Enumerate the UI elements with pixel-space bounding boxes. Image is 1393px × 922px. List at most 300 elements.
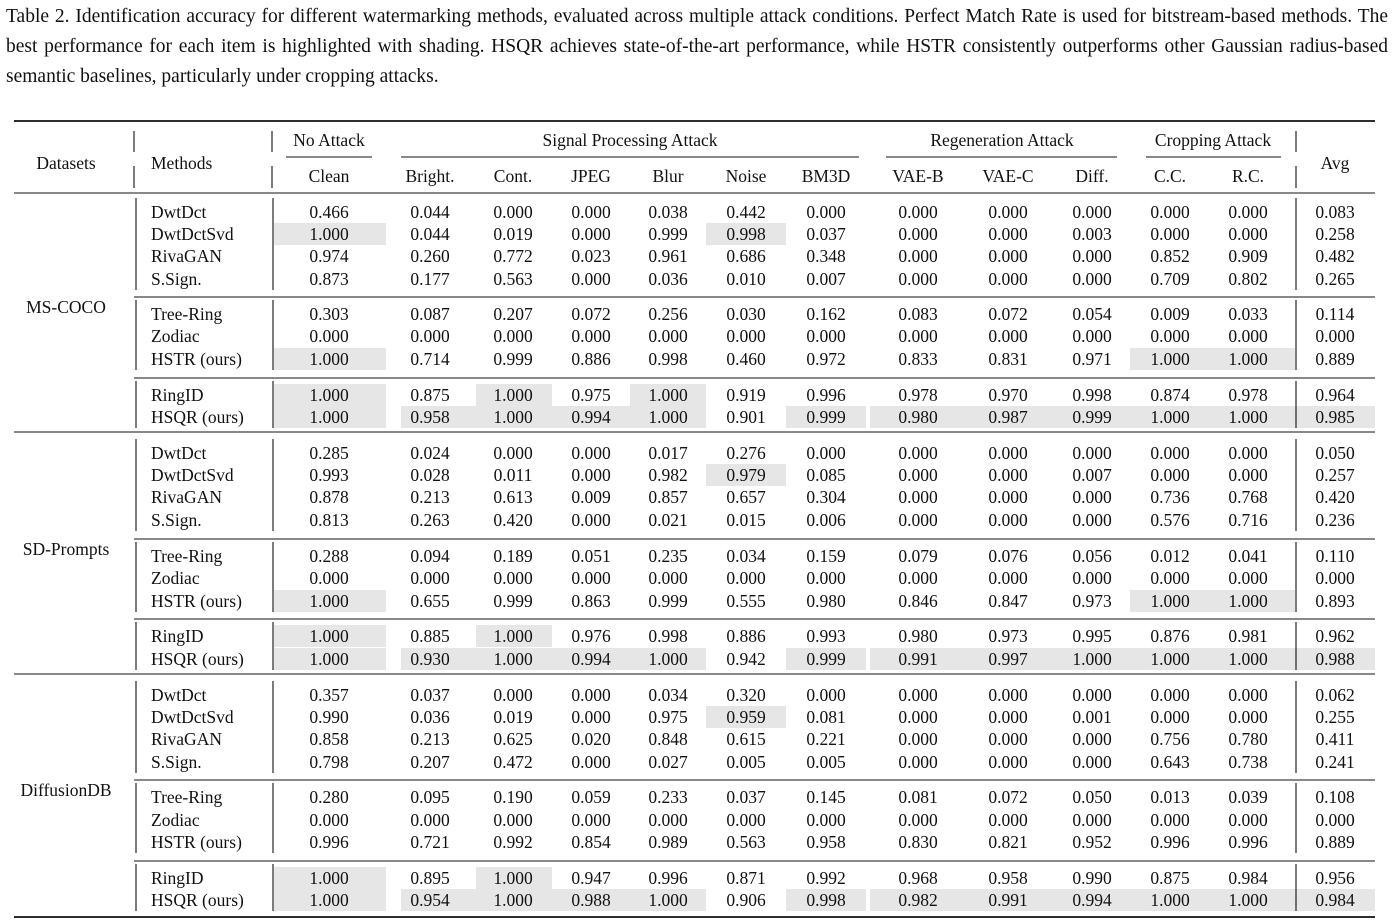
table-cell: 0.798 [309,752,349,772]
table-cell: 0.000 [571,810,611,830]
table-cell: 0.998 [806,890,846,910]
table-cell: 1.000 [309,407,349,427]
table-cell: 0.970 [988,385,1028,405]
table-cell: 0.000 [1228,568,1268,588]
table-cell: 0.108 [1315,787,1355,807]
method-name: Tree-Ring [151,304,223,324]
table-cell: 0.420 [493,510,533,530]
table-cell: 0.906 [726,890,766,910]
table-cell: 0.000 [1150,568,1190,588]
method-name: DwtDct [151,685,207,705]
table-cell: 0.000 [988,246,1028,266]
column-header: JPEG [571,166,611,186]
table-cell: 0.420 [1315,487,1355,507]
table-cell: 0.072 [988,787,1028,807]
table-cell: 0.000 [493,443,533,463]
table-cell: 0.162 [806,304,846,324]
method-name: RivaGAN [151,487,222,507]
table-cell: 1.000 [493,407,533,427]
table-cell: 0.000 [493,326,533,346]
table-cell: 0.320 [726,685,766,705]
table-cell: 0.000 [571,269,611,289]
table-cell: 0.000 [1228,707,1268,727]
table-cell: 0.000 [988,465,1028,485]
table-cell: 0.874 [1150,385,1190,405]
table-cell: 0.054 [1072,304,1112,324]
table-cell: 0.738 [1228,752,1268,772]
table-cell: 0.000 [806,568,846,588]
table-cell: 0.000 [1072,246,1112,266]
table-cell: 0.000 [1228,326,1268,346]
table-cell: 0.000 [1072,510,1112,530]
method-name: RingID [151,385,204,405]
table-cell: 0.006 [806,510,846,530]
table-cell: 0.024 [410,443,450,463]
table-cell: 0.962 [1315,626,1355,646]
table-cell: 0.280 [309,787,349,807]
table-cell: 0.000 [898,685,938,705]
table-cell: 0.000 [410,568,450,588]
table-cell: 0.847 [988,591,1028,611]
table-cell: 0.083 [1315,202,1355,222]
table-cell: 0.265 [1315,269,1355,289]
table-cell: 0.768 [1228,487,1268,507]
method-name: S.Sign. [151,510,202,530]
table-cell: 0.000 [898,510,938,530]
table-cell: 0.000 [1150,326,1190,346]
table-cell: 0.714 [410,349,450,369]
table-cell: 0.858 [309,729,349,749]
table-cell: 0.000 [898,443,938,463]
table-cell: 0.044 [410,202,450,222]
table-cell: 1.000 [309,591,349,611]
table-cell: 0.056 [1072,546,1112,566]
table-cell: 0.991 [988,890,1028,910]
table-cell: 0.998 [1072,385,1112,405]
table-cell: 0.221 [806,729,846,749]
table-cell: 0.000 [571,326,611,346]
table-cell: 0.051 [571,546,611,566]
table-cell: 0.000 [726,568,766,588]
table-cell: 0.000 [1228,202,1268,222]
table-cell: 1.000 [309,385,349,405]
table-cell: 0.615 [726,729,766,749]
table-cell: 0.189 [493,546,533,566]
table-cell: 0.999 [806,649,846,669]
table-cell: 0.563 [493,269,533,289]
table-cell: 0.472 [493,752,533,772]
table-cell: 0.996 [648,868,688,888]
table-cell: 0.875 [410,385,450,405]
table-cell: 0.772 [493,246,533,266]
table-cell: 0.999 [493,349,533,369]
table-cell: 0.975 [571,385,611,405]
table-cell: 0.000 [1150,443,1190,463]
table-cell: 0.956 [1315,868,1355,888]
table-cell: 0.973 [1072,591,1112,611]
table-cell: 0.000 [898,568,938,588]
table-cell: 0.958 [410,407,450,427]
table-cell: 0.000 [806,685,846,705]
table-cell: 0.257 [1315,465,1355,485]
table-cell: 0.973 [988,626,1028,646]
table-cell: 0.037 [410,685,450,705]
table-cell: 1.000 [1228,349,1268,369]
header-group-cropping: Cropping Attack [1154,130,1272,150]
table-cell: 0.000 [806,326,846,346]
table-cell: 0.871 [726,868,766,888]
table-cell: 0.000 [493,810,533,830]
table-cell: 0.980 [898,626,938,646]
table-cell: 0.000 [1315,810,1355,830]
table-cell: 0.980 [806,591,846,611]
table-cell: 0.000 [988,202,1028,222]
table-cell: 0.285 [309,443,349,463]
table-cell: 0.886 [571,349,611,369]
table-cell: 0.971 [1072,349,1112,369]
column-header: BM3D [801,166,851,186]
table-cell: 0.000 [571,752,611,772]
table-cell: 0.998 [648,349,688,369]
table-cell: 0.072 [571,304,611,324]
table-cell: 0.000 [898,202,938,222]
table-cell: 0.000 [898,810,938,830]
table-cell: 0.997 [988,649,1028,669]
table-cell: 0.959 [726,707,766,727]
table-cell: 0.978 [1228,385,1268,405]
table-cell: 0.255 [1315,707,1355,727]
table-cell: 0.999 [493,591,533,611]
method-name: HSQR (ours) [151,890,244,910]
method-name: HSTR (ours) [151,832,242,852]
table-cell: 0.039 [1228,787,1268,807]
table-cell: 0.830 [898,832,938,852]
table-cell: 0.019 [493,224,533,244]
table-cell: 1.000 [1150,407,1190,427]
method-name: HSQR (ours) [151,649,244,669]
table-cell: 0.072 [988,304,1028,324]
table-cell: 0.000 [898,487,938,507]
table-cell: 0.846 [898,591,938,611]
table-cell: 0.981 [1228,626,1268,646]
table-cell: 0.023 [571,246,611,266]
table-cell: 0.984 [1315,890,1355,910]
table-cell: 0.000 [571,465,611,485]
table-cell: 0.076 [988,546,1028,566]
table-cell: 0.000 [806,810,846,830]
table-cell: 0.952 [1072,832,1112,852]
method-name: RivaGAN [151,246,222,266]
header-group-no-attack: No Attack [293,130,365,150]
table-cell: 0.037 [806,224,846,244]
table-cell: 1.000 [309,890,349,910]
table-cell: 0.930 [410,649,450,669]
table-cell: 0.964 [1315,385,1355,405]
table-cell: 0.958 [806,832,846,852]
table-cell: 0.878 [309,487,349,507]
column-header: C.C. [1153,166,1187,186]
table-cell: 0.241 [1315,752,1355,772]
table-cell: 0.993 [309,465,349,485]
table-cell: 0.000 [898,326,938,346]
table-cell: 0.625 [493,729,533,749]
table-cell: 0.303 [309,304,349,324]
table-cell: 0.686 [726,246,766,266]
table-cell: 0.007 [1072,465,1112,485]
table-cell: 0.563 [726,832,766,852]
method-name: DwtDctSvd [151,465,234,485]
table-cell: 0.348 [806,246,846,266]
table-cell: 0.114 [1315,304,1355,324]
table-cell: 0.033 [1228,304,1268,324]
table-cell: 1.000 [1228,649,1268,669]
table-cell: 0.001 [1072,707,1112,727]
table-cell: 0.863 [571,591,611,611]
table-cell: 0.968 [898,868,938,888]
table-cell: 0.000 [898,246,938,266]
table-cell: 0.000 [988,487,1028,507]
method-name: Zodiac [151,568,200,588]
table-cell: 0.000 [571,510,611,530]
table-cell: 0.000 [1150,707,1190,727]
table-cell: 0.030 [726,304,766,324]
table-cell: 0.083 [898,304,938,324]
table-cell: 1.000 [1150,649,1190,669]
table-cell: 0.848 [648,729,688,749]
method-name: Tree-Ring [151,787,223,807]
table-cell: 0.000 [988,752,1028,772]
column-header: Blur [652,166,684,186]
table-cell: 0.876 [1150,626,1190,646]
table-cell: 0.982 [648,465,688,485]
table-cell: 0.081 [898,787,938,807]
table-cell: 0.852 [1150,246,1190,266]
table-cell: 0.000 [898,224,938,244]
table-cell: 0.992 [493,832,533,852]
table-cell: 1.000 [1150,890,1190,910]
table-cell: 0.000 [1072,685,1112,705]
table-cell: 0.994 [571,407,611,427]
table-cell: 0.010 [726,269,766,289]
table-cell: 0.893 [1315,591,1355,611]
table-cell: 0.000 [571,202,611,222]
table-cell: 0.657 [726,487,766,507]
table-cell: 0.976 [571,626,611,646]
table-cell: 0.989 [648,832,688,852]
table-cell: 0.145 [806,787,846,807]
table-cell: 0.041 [1228,546,1268,566]
table-cell: 0.998 [648,626,688,646]
table-cell: 0.780 [1228,729,1268,749]
column-header: Cont. [493,166,533,186]
table-cell: 0.994 [571,649,611,669]
table-cell: 0.980 [898,407,938,427]
table-cell: 0.000 [648,810,688,830]
table-cell: 1.000 [493,649,533,669]
table-cell: 1.000 [1150,349,1190,369]
table-cell: 0.000 [1150,685,1190,705]
table-cell: 0.000 [571,707,611,727]
table-cell: 0.044 [410,224,450,244]
table-cell: 0.003 [1072,224,1112,244]
table-cell: 0.017 [648,443,688,463]
table-cell: 0.087 [410,304,450,324]
table-cell: 0.995 [1072,626,1112,646]
table-cell: 0.996 [309,832,349,852]
table-cell: 0.991 [898,649,938,669]
table-cell: 0.037 [726,787,766,807]
table-cell: 0.233 [648,787,688,807]
table-cell: 0.260 [410,246,450,266]
table-header [36,130,1349,173]
table-cell: 0.000 [806,443,846,463]
table-cell: 0.005 [806,752,846,772]
table-cell: 0.015 [726,510,766,530]
table-cell: 0.000 [1072,443,1112,463]
table-cell: 0.736 [1150,487,1190,507]
header-datasets: Datasets [36,153,96,173]
method-name: HSTR (ours) [151,591,242,611]
table-cell: 0.947 [571,868,611,888]
method-name: DwtDctSvd [151,224,234,244]
table-cell: 0.909 [1228,246,1268,266]
table-cell: 0.857 [648,487,688,507]
table-cell: 0.276 [726,443,766,463]
table-cell: 1.000 [309,349,349,369]
table-cell: 0.000 [309,326,349,346]
table-cell: 0.094 [410,546,450,566]
method-name: RingID [151,868,204,888]
table-cell: 0.007 [806,269,846,289]
table-cell: 0.885 [410,626,450,646]
table-cell: 0.994 [1072,890,1112,910]
table-cell: 0.975 [648,707,688,727]
table-cell: 1.000 [493,890,533,910]
table-cell: 0.000 [988,685,1028,705]
table-cell: 0.996 [1228,832,1268,852]
table-cell: 0.813 [309,510,349,530]
table-body [20,202,1354,910]
column-header: VAE-C [982,166,1034,186]
table-cell: 0.000 [1150,810,1190,830]
table-cell: 0.000 [988,729,1028,749]
table-cell: 1.000 [648,890,688,910]
dataset-label: SD-Prompts [22,539,110,559]
table-cell: 0.000 [988,707,1028,727]
table-cell: 0.000 [988,326,1028,346]
table-cell: 0.000 [988,810,1028,830]
table-cell: 1.000 [648,407,688,427]
table-cell: 0.000 [898,729,938,749]
table-cell: 0.460 [726,349,766,369]
table-cell: 0.009 [571,487,611,507]
table-cell: 0.919 [726,385,766,405]
table-cell: 0.304 [806,487,846,507]
column-header: Bright. [405,166,455,186]
table-cell: 0.988 [571,890,611,910]
table-cell: 0.000 [1072,202,1112,222]
table-cell: 0.000 [309,810,349,830]
table-cell: 0.059 [571,787,611,807]
table-cell: 1.000 [648,385,688,405]
table-cell: 0.213 [410,487,450,507]
header-methods: Methods [151,153,213,173]
table-cell: 0.062 [1315,685,1355,705]
table-cell: 0.000 [806,202,846,222]
table-cell: 0.000 [988,224,1028,244]
table-cell: 0.984 [1228,868,1268,888]
table-cell: 0.988 [1315,649,1355,669]
table-cell: 0.979 [726,465,766,485]
table-cell: 0.992 [806,868,846,888]
table-cell: 0.021 [648,510,688,530]
table-cell: 0.207 [410,752,450,772]
table-cell: 0.901 [726,407,766,427]
table-cell: 1.000 [309,224,349,244]
table-cell: 0.000 [571,443,611,463]
table-cell: 0.576 [1150,510,1190,530]
table-cell: 0.012 [1150,546,1190,566]
table-cell: 1.000 [648,649,688,669]
table-cell: 0.000 [1072,487,1112,507]
method-name: DwtDct [151,443,207,463]
table-cell: 0.721 [410,832,450,852]
column-header: Noise [725,166,767,186]
table-cell: 0.831 [988,349,1028,369]
table-cell: 0.000 [1315,326,1355,346]
table-cell: 0.990 [309,707,349,727]
table-cell: 0.027 [648,752,688,772]
table-cell: 0.020 [571,729,611,749]
dataset-label: MS-COCO [26,297,106,317]
table-cell: 0.000 [571,568,611,588]
table-caption: Table 2. Identification accuracy for different watermarking methods, evaluated across multiple attack conditions. Perfect Match Rate is used for bitstream-based methods. The best performance for each item is highlighted with shading. HSQR achieves state-of-the-art performance, while HSTR consistently outperforms other Gaussian radius-based semantic baselines, particularly under cropping attacks. [6,6,1388,87]
table-cell: 1.000 [1072,649,1112,669]
table-cell: 0.256 [648,304,688,324]
table-cell: 0.038 [648,202,688,222]
table-cell: 0.085 [806,465,846,485]
table-cell: 0.207 [493,304,533,324]
table-cell: 0.998 [726,224,766,244]
column-header: Clean [308,166,350,186]
table-cell: 0.482 [1315,246,1355,266]
table-cell: 0.999 [648,224,688,244]
table-cell: 0.000 [898,752,938,772]
table-cell: 0.756 [1150,729,1190,749]
column-header: VAE-B [892,166,944,186]
table-cell: 0.996 [1150,832,1190,852]
table-cell: 0.985 [1315,407,1355,427]
table-cell: 0.258 [1315,224,1355,244]
method-name: Tree-Ring [151,546,223,566]
table-cell: 0.000 [571,685,611,705]
table-cell: 0.034 [648,685,688,705]
table-cell: 0.999 [648,591,688,611]
method-name: HSQR (ours) [151,407,244,427]
table-cell: 0.000 [898,707,938,727]
table-cell: 0.000 [726,326,766,346]
table-cell: 1.000 [1228,407,1268,427]
table-cell: 0.833 [898,349,938,369]
table-cell: 0.961 [648,246,688,266]
table-cell: 0.079 [898,546,938,566]
table-cell: 0.288 [309,546,349,566]
table-cell: 0.050 [1072,787,1112,807]
table-cell: 0.000 [1072,729,1112,749]
table-cell: 0.034 [726,546,766,566]
table-cell: 0.821 [988,832,1028,852]
table-cell: 0.005 [726,752,766,772]
